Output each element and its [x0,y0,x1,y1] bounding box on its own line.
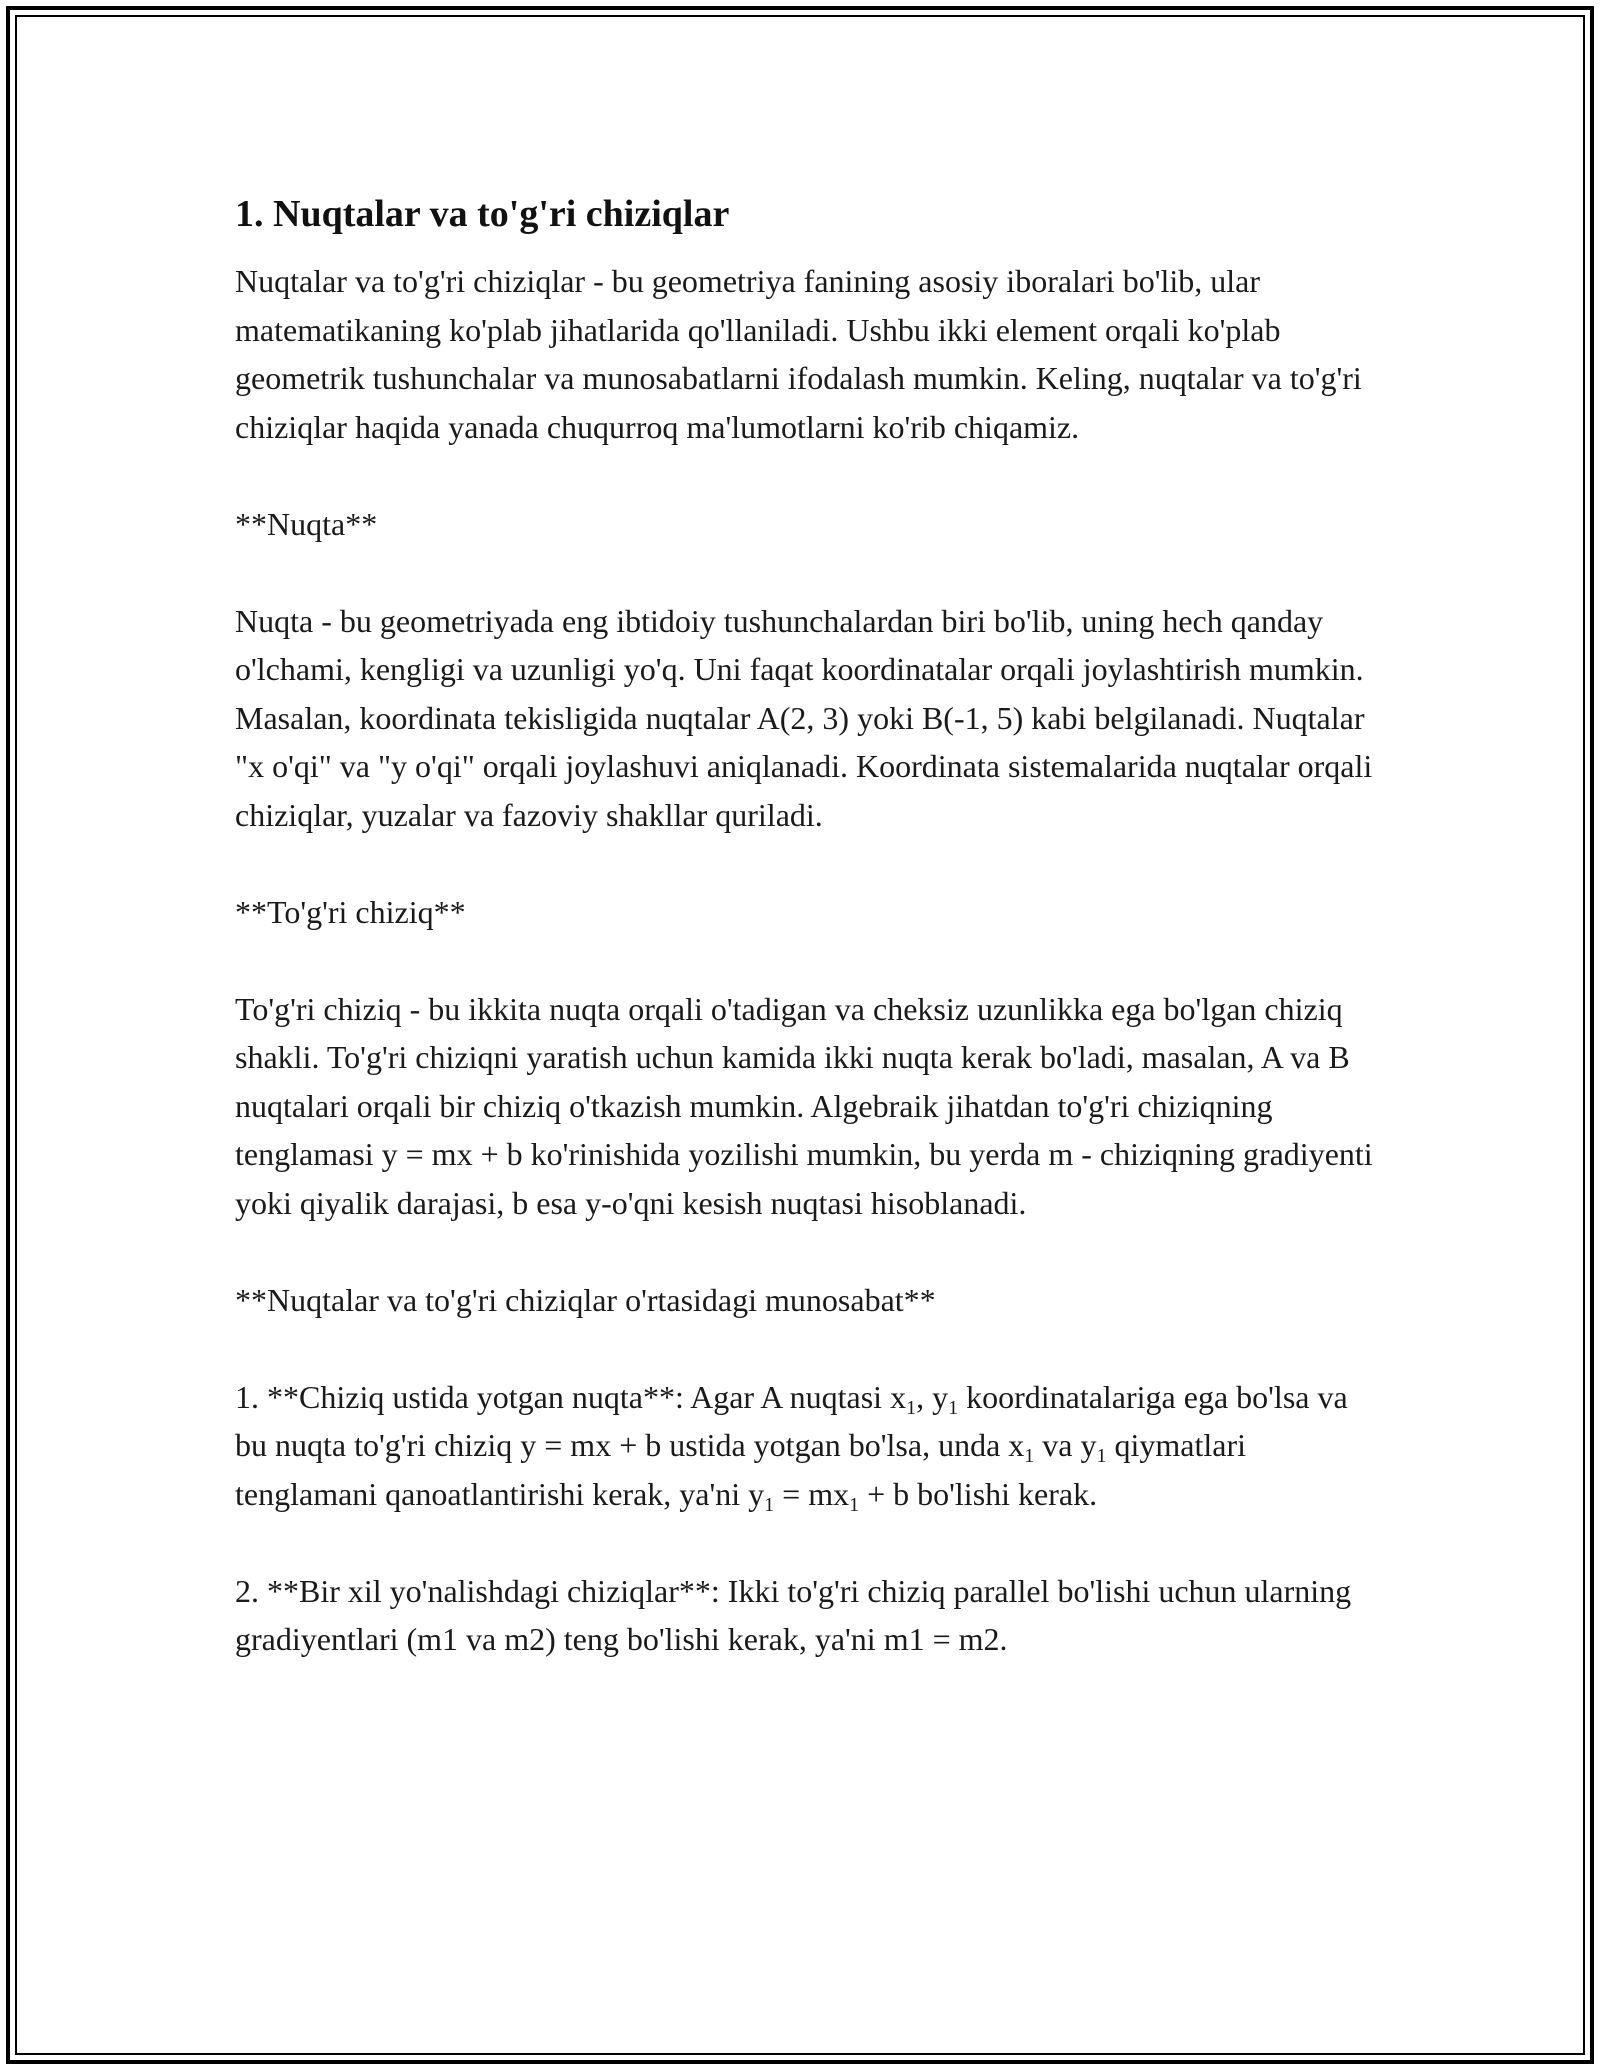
nuqta-paragraph: Nuqta - bu geometriyada eng ibtidoiy tushunchalardan biri bo'lib, uning hech qanday o'lchami, kengligi va uzunligi yo'q. Uni faqat koordinatalar orqali joylashtirish mumkin. Masalan, koordinata tekisligida nuqtalar A(2, 3) yoki B(-1, 5) kabi belgilanadi. Nuqtalar "x o'qi" va "y o'qi" orqali joylashuvi aniqlanadi. Koordinata sistemalarida nuqtalar orqali chiziqlar, yuzalar va fazoviy shakllar quriladi. [235,602,1373,833]
nuqta-heading: **Nuqta** [235,505,378,542]
subscript: 1 [1096,1445,1107,1467]
munosabat-heading: **Nuqtalar va to'g'ri chiziqlar o'rtasidagi munosabat** [235,1281,936,1318]
section-heading: 1. Nuqtalar va to'g'ri chiziqlar [235,193,730,235]
item1-text: 1. **Chiziq ustida yotgan nuqta**: Agar A nuqtasi x [235,1378,907,1415]
item1-text: koordinatalariga ega bo'lsa va bu nuqta to'g'ri chiziq y = mx + b ustida yotgan bo'lsa, unda x [235,1378,1348,1463]
item1-text: qiymatlari tenglamani qanoatlantirishi kerak, ya'ni y [235,1427,1246,1512]
document-body [235,185,1375,1664]
item1-text: = mx [774,1475,850,1512]
item1-text: , y [916,1378,949,1415]
subscript: 1 [948,1396,959,1419]
subscript: 1 [1024,1445,1035,1467]
subscript: 1 [906,1396,917,1419]
item1-text: va y [1034,1427,1097,1463]
intro-paragraph: Nuqtalar va to'g'ri chiziqlar - bu geometriya fanining asosiy iboralari bo'lib, ular matematikaning ko'plab jihatlarida qo'llaniladi. Ushbu ikki element orqali ko'plab geometrik tushunchalar va munosabatlarni ifodalash mumkin. Keling, nuqtalar va to'g'ri chiziqlar haqida yanada chuqurroq ma'lumotlarni ko'rib chiqamiz. [235,263,1362,445]
list-item-2: 2. **Bir xil yo'nalishdagi chiziqlar**: Ikki to'g'ri chiziq parallel bo'lishi uchun ularning gradiyentlari (m1 va m2) teng bo'lishi kerak, ya'ni m1 = m2. [235,1572,1352,1657]
chiziq-heading: **To'g'ri chiziq** [235,893,466,930]
subscript: 1 [764,1493,775,1516]
subscript: 1 [849,1493,860,1516]
item1-text: + b bo'lishi kerak. [859,1475,1098,1512]
list-item-1 [235,1373,1375,1519]
chiziq-paragraph: To'g'ri chiziq - bu ikkita nuqta orqali o'tadigan va cheksiz uzunlikka ega bo'lgan chiziq shakli. To'g'ri chiziqni yaratish uchun kamida ikki nuqta kerak bo'ladi, masalan, A va B nuqtalari orqali bir chiziq o'tkazish mumkin. Algebraik jihatdan to'g'ri chiziqning tenglamasi y = mx + b ko'rinishida yozilishi mumkin, bu yerda m - chiziqning gradiyenti yoki qiyalik darajasi, b esa y-o'qni kesish nuqtasi hisoblanadi. [235,990,1373,1221]
